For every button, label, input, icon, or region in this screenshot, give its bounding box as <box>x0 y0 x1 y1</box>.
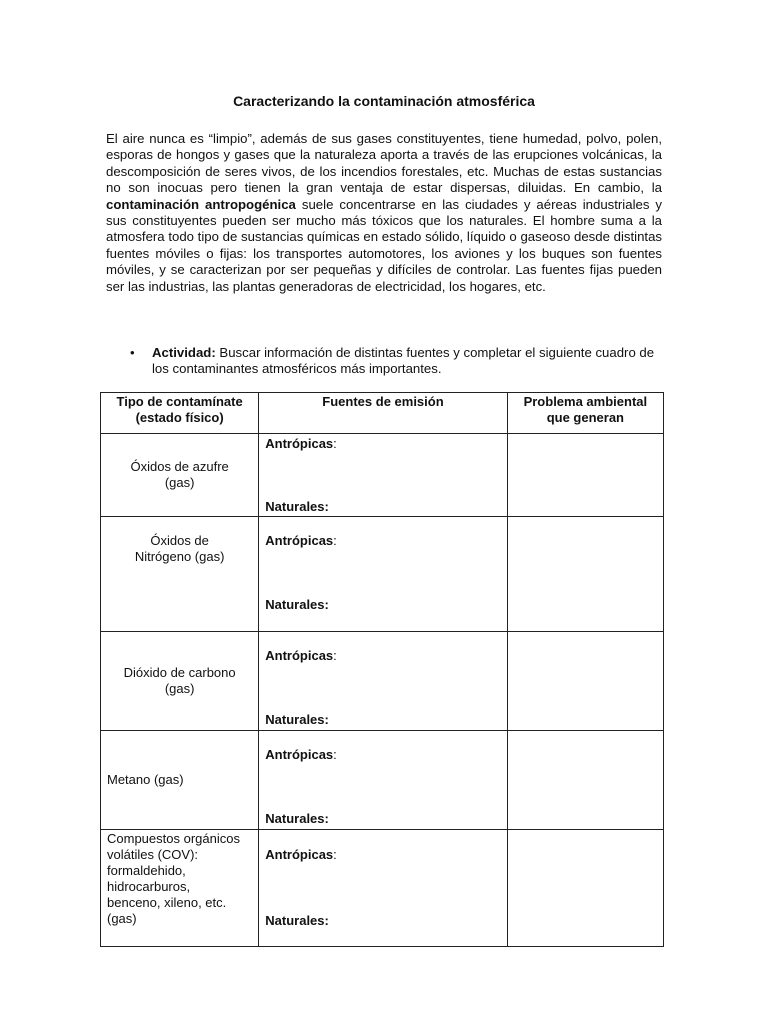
header-pollutant-type-line1: Tipo de contamínate <box>116 394 243 409</box>
table-header-row <box>101 393 664 434</box>
pollutant-name-line: Metano (gas) <box>107 772 184 787</box>
header-environmental-problem-line2: que generan <box>546 410 624 425</box>
natural-label: Naturales: <box>265 811 329 826</box>
header-pollutant-type <box>101 393 259 434</box>
environmental-problem-cell[interactable] <box>507 632 663 731</box>
pollutant-name-line: (gas) <box>164 475 195 490</box>
pollutant-name-line: Nitrógeno (gas) <box>134 549 225 564</box>
pollutant-name-line: volátiles (COV): <box>107 847 199 862</box>
emission-sources-cell[interactable] <box>259 517 507 632</box>
pollutant-cell <box>101 731 259 830</box>
header-environmental-problem-line1: Problema ambiental <box>523 394 648 409</box>
activity-instruction <box>152 345 664 378</box>
intro-text-part2: suele concentrarse en las ciudades y aéreas industriales y sus constituyentes pueden ser mucho más tóxicos que los naturales. El hombre suma a la atmosfera todo tipo de sustancias químicas en estado sólido, líquido o gaseoso desde distintas fuentes móviles o fijas: los transportes automotores, los aviones y los buques son fuentes móviles, y se caracterizan por ser pequeñas y difíciles de controlar. Las fuentes fijas pueden ser las industrias, las plantas generadoras de electricidad, los hogares, etc. <box>106 196 662 294</box>
pollutant-name-line: (gas) <box>107 911 137 926</box>
table-row <box>101 830 664 947</box>
header-environmental-problem <box>507 393 663 434</box>
table-row <box>101 731 664 830</box>
pollutant-name-line: Óxidos de azufre <box>130 459 229 474</box>
environmental-problem-cell[interactable] <box>507 731 663 830</box>
emission-sources-cell[interactable] <box>259 632 507 731</box>
environmental-problem-cell[interactable] <box>507 517 663 632</box>
environmental-problem-cell[interactable] <box>507 434 663 517</box>
natural-label: Naturales: <box>265 913 329 928</box>
natural-label: Naturales: <box>265 499 329 514</box>
natural-label: Naturales: <box>265 597 329 612</box>
anthropic-label: Antrópicas: <box>265 648 337 663</box>
natural-label: Naturales: <box>265 712 329 727</box>
activity-label: Actividad: <box>152 345 216 360</box>
emission-sources-cell[interactable] <box>259 830 507 947</box>
pollutant-name-line: hidrocarburos, <box>107 879 191 894</box>
bullet-icon: • <box>130 345 135 360</box>
activity-text: Buscar información de distintas fuentes y completar el siguiente cuadro de los contaminantes atmosféricos más importantes. <box>152 345 655 377</box>
intro-text-part1: El aire nunca es “limpio”, además de sus gases constituyentes, tiene humedad, polvo, polen, esporas de hongos y gases que la naturaleza aporta a través de las erupciones volcánicas, la descomposición de seres vivos, de los incendios forestales, etc. Muchas de estas sustancias no son inocuas pero tienen la gran ventaja de estar dispersas, diluidas. En cambio, la <box>106 131 662 196</box>
environmental-problem-cell[interactable] <box>507 830 663 947</box>
pollutant-name-line: benceno, xileno, etc. <box>107 895 227 910</box>
anthropic-label: Antrópicas: <box>265 436 337 451</box>
anthropic-label: Antrópicas: <box>265 847 337 862</box>
intro-bold-term: contaminación antropogénica <box>106 196 296 212</box>
header-pollutant-type-line2: (estado físico) <box>135 410 224 425</box>
intro-paragraph <box>106 131 662 295</box>
anthropic-label: Antrópicas: <box>265 747 337 762</box>
anthropic-label: Antrópicas: <box>265 533 337 548</box>
emission-sources-cell[interactable] <box>259 731 507 830</box>
pollutant-name-line: Compuestos orgánicos <box>107 831 240 846</box>
pollutant-cell <box>101 434 259 517</box>
pollutant-cell <box>101 517 259 632</box>
pollutant-name-line: formaldehido, <box>107 863 186 878</box>
pollutant-cell <box>101 830 259 947</box>
table-row <box>101 632 664 731</box>
pollutant-name-line: Dióxido de carbono <box>123 665 236 680</box>
pollutant-name-line: (gas) <box>164 681 195 696</box>
header-emission-sources <box>259 393 507 434</box>
pollutants-table <box>100 392 664 947</box>
emission-sources-cell[interactable] <box>259 434 507 517</box>
table-row <box>101 517 664 632</box>
pollutant-name-line: Óxidos de <box>150 533 209 548</box>
header-emission-sources-label: Fuentes de emisión <box>322 394 444 409</box>
document-title: Caracterizando la contaminación atmosférica <box>233 93 535 109</box>
table-row <box>101 434 664 517</box>
pollutant-cell <box>101 632 259 731</box>
